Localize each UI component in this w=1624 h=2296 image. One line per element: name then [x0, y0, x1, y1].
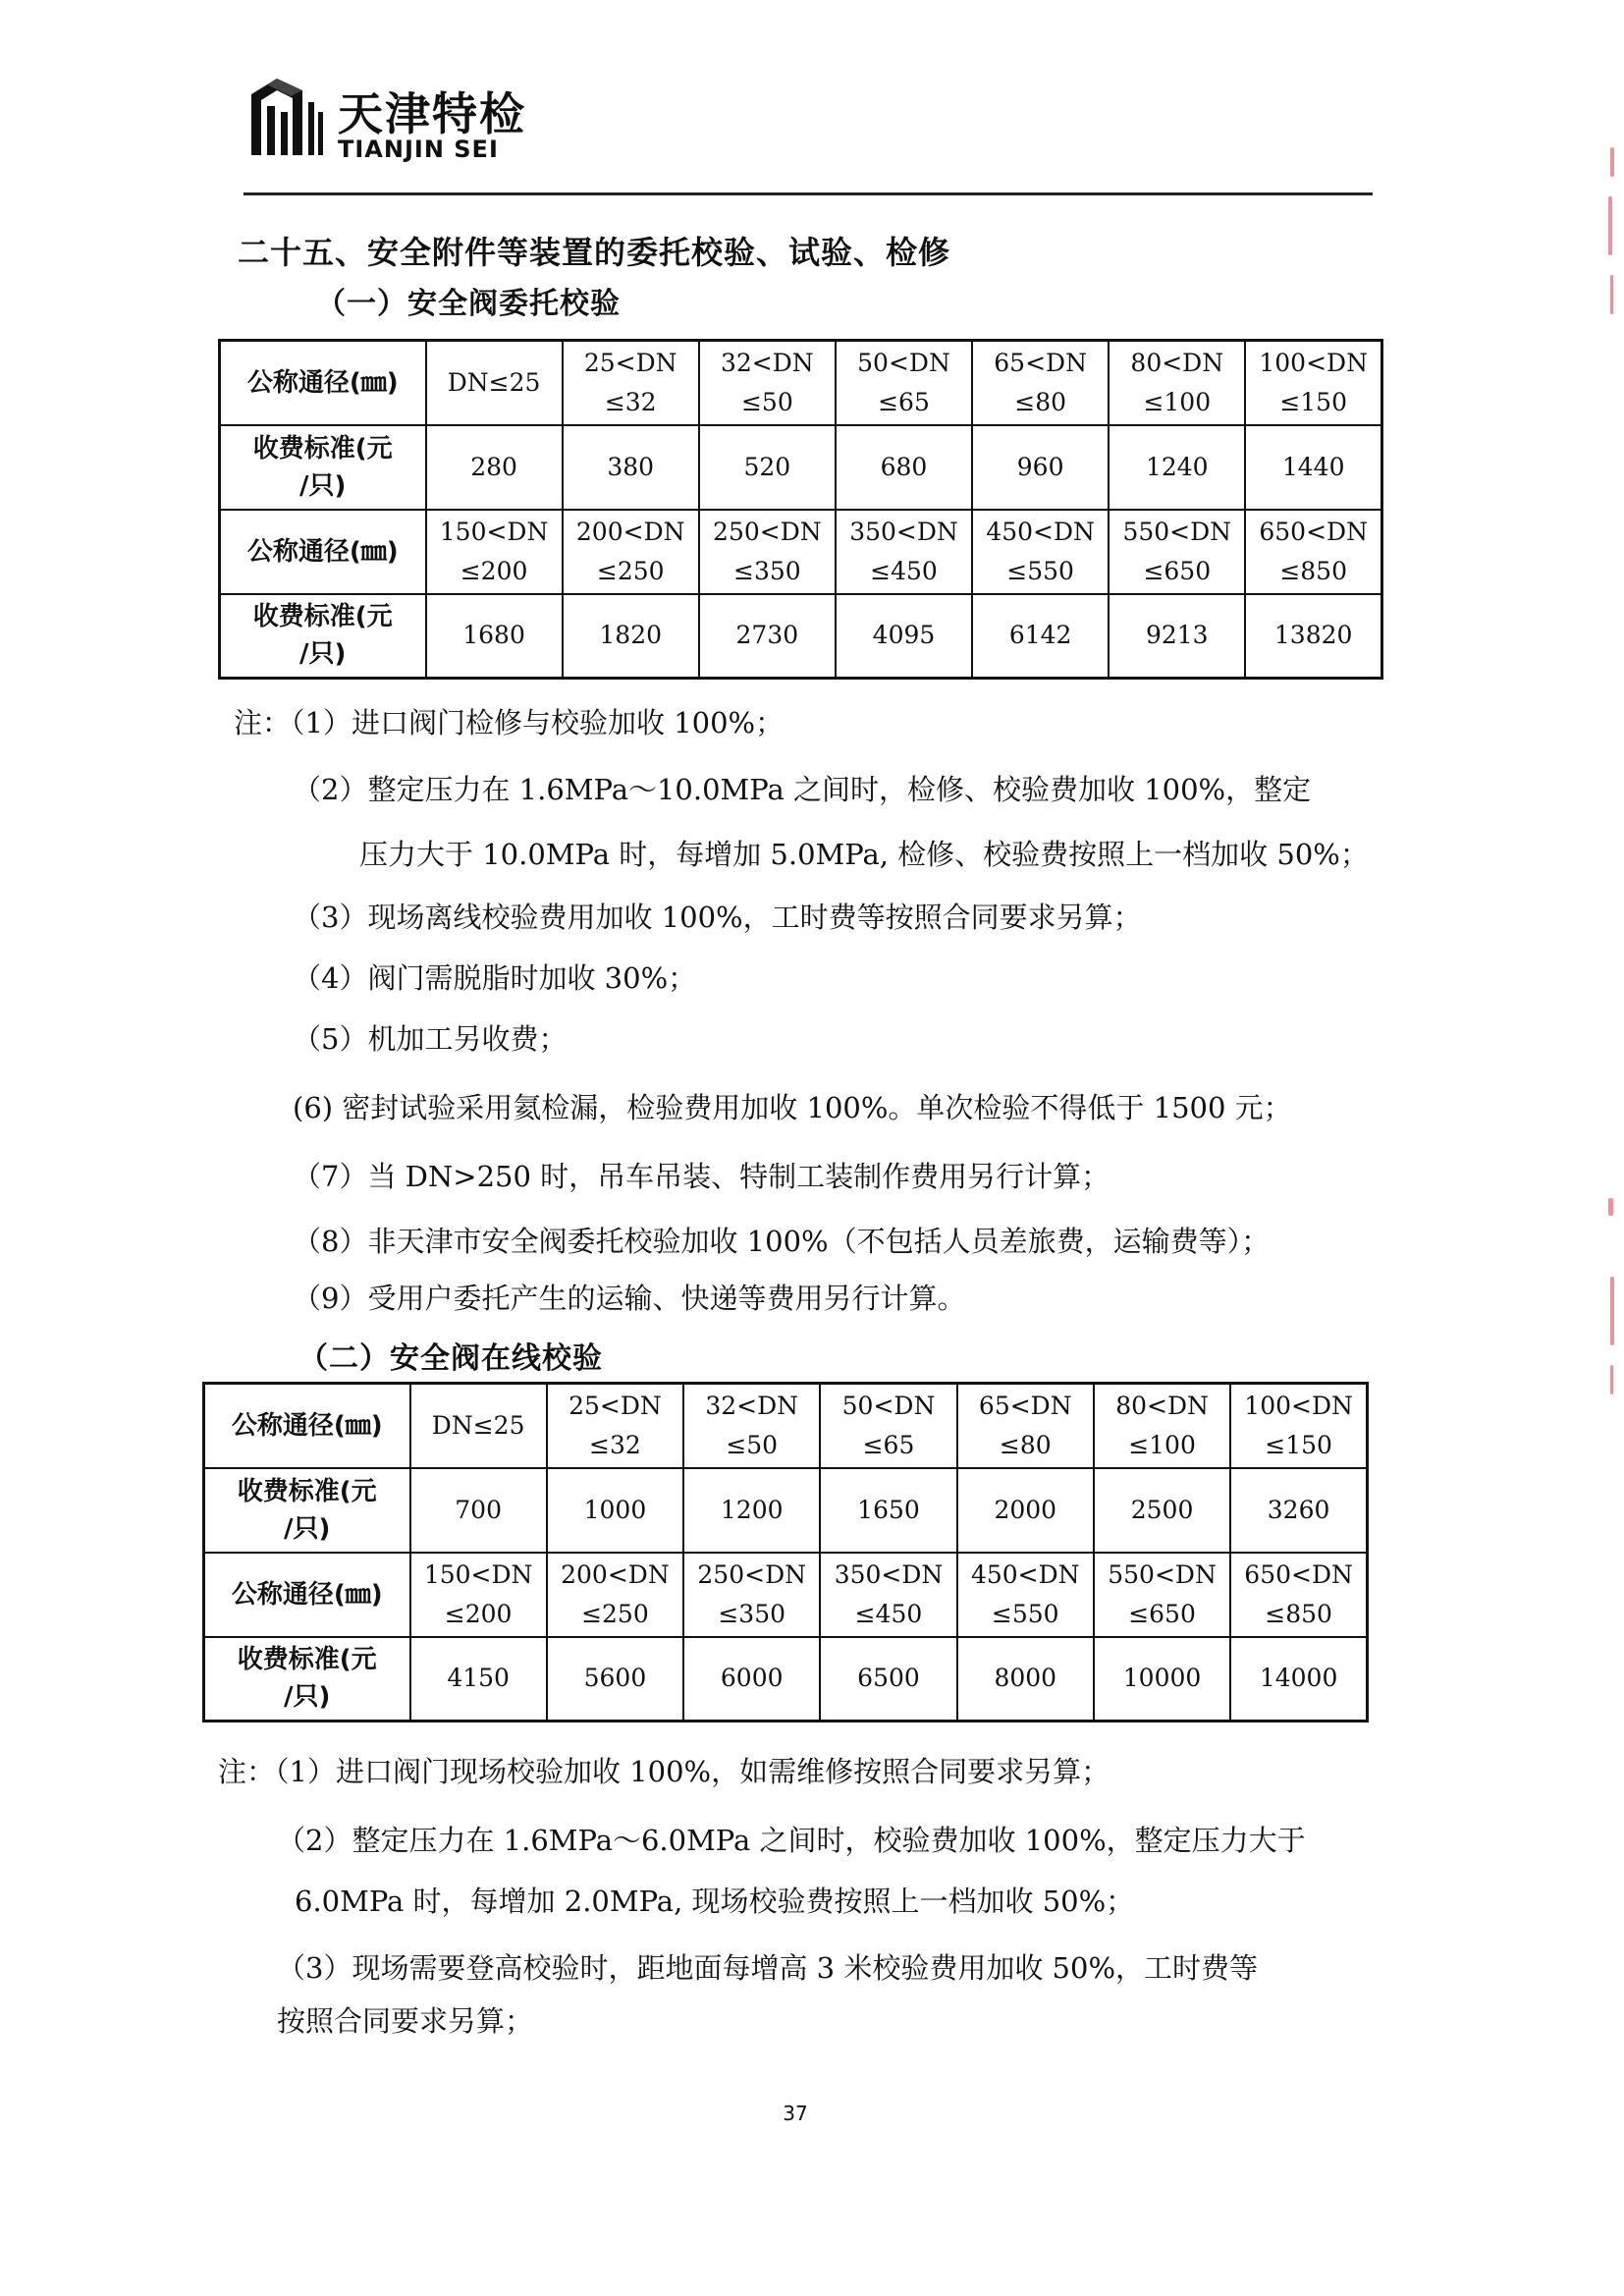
diameter-range-cell — [547, 1384, 683, 1468]
diameter-range-line: ≤50 — [726, 1430, 779, 1459]
diameter-range-cell — [410, 1553, 547, 1637]
diameter-range-cell — [699, 510, 836, 594]
diameter-range-line: ≤450 — [870, 556, 938, 585]
diameter-range-cell — [426, 341, 563, 425]
diameter-range-line: 25<DN — [583, 348, 677, 377]
diameter-range-line: ≤80 — [999, 1430, 1052, 1459]
row-header-line: 收费标准(元 — [252, 602, 393, 632]
fee-value-cell: 8000 — [957, 1637, 1094, 1722]
diameter-range-line: 450<DN — [970, 1559, 1080, 1589]
fee-value-cell: 1240 — [1109, 425, 1245, 510]
page-number: 37 — [783, 2102, 808, 2125]
fee-value-cell: 4150 — [410, 1637, 547, 1722]
note2-line: 注：（1）进口阀门现场校验加收 100%，如需维修按照合同要求另算； — [218, 1755, 1110, 1788]
fee-value-cell: 6000 — [683, 1637, 820, 1722]
diameter-range-cell — [820, 1384, 956, 1468]
diameter-range-cell — [1245, 510, 1381, 594]
logo-chinese-text: 天津特检 — [338, 87, 526, 140]
row-header-fee-standard — [204, 1637, 410, 1722]
diameter-range-line: 350<DN — [849, 517, 958, 546]
diameter-range-cell — [836, 341, 972, 425]
fee-value-cell: 10000 — [1094, 1637, 1230, 1722]
diameter-range-line: ≤850 — [1279, 556, 1347, 585]
diameter-range-line: 350<DN — [834, 1559, 944, 1589]
table-row-diameter — [220, 341, 1382, 425]
diameter-range-line: ≤450 — [854, 1599, 923, 1628]
row-header-line: 收费标准(元 — [237, 1476, 377, 1506]
fee-value-cell: 1440 — [1245, 425, 1381, 510]
diameter-range-cell — [547, 1553, 683, 1637]
diameter-range-line: 200<DN — [561, 1559, 670, 1589]
fee-value-cell: 14000 — [1230, 1637, 1367, 1722]
diameter-range-cell — [699, 341, 836, 425]
fee-value-cell: 1000 — [547, 1468, 683, 1553]
diameter-range-cell — [820, 1553, 956, 1637]
diameter-range-line: 150<DN — [423, 1559, 533, 1589]
table-row-diameter — [204, 1384, 1368, 1468]
scan-mark — [1608, 1198, 1613, 1216]
diameter-range-line: ≤100 — [1143, 387, 1212, 416]
diameter-range-line: 65<DN — [994, 348, 1087, 377]
diameter-range-line: 250<DN — [697, 1559, 806, 1589]
diameter-range-line: ≤200 — [460, 556, 528, 585]
fee-value-cell: 1680 — [426, 594, 563, 679]
diameter-range-line: 550<DN — [1108, 1559, 1217, 1589]
row-header-line: /只) — [299, 639, 347, 670]
diameter-range-cell — [683, 1384, 820, 1468]
row-header-line: /只) — [299, 470, 347, 501]
diameter-range-line: 80<DN — [1130, 348, 1224, 377]
table-row-fee — [220, 425, 1382, 510]
fee-value-cell: 5600 — [547, 1637, 683, 1722]
row-header-line: /只) — [284, 1682, 331, 1713]
scan-mark — [1610, 1277, 1614, 1345]
note1-line: 压力大于 10.0MPa 时，每增加 5.0MPa, 检修、校验费按照上一档加收 50%； — [359, 838, 1369, 871]
note1-line: （2）整定压力在 1.6MPa～10.0MPa 之间时，检修、校验费加收 100%，整定 — [293, 773, 1312, 806]
diameter-range-line: 100<DN — [1244, 1391, 1353, 1420]
fee-value-cell: 3260 — [1230, 1468, 1367, 1553]
row-header-line: 收费标准(元 — [237, 1645, 377, 1675]
row-header-nominal-diameter: 公称通径(㎜) — [204, 1384, 410, 1468]
scan-mark — [1610, 1365, 1613, 1394]
note1-line: （4）阀门需脱脂时加收 30%； — [293, 961, 697, 995]
logo-mark-icon — [247, 73, 328, 161]
note1-line: （9）受用户委托产生的运输、快递等费用另行计算。 — [293, 1282, 966, 1315]
section-title: 二十五、安全附件等装置的委托校验、试验、检修 — [238, 234, 951, 271]
diameter-range-line: ≤80 — [1014, 387, 1067, 416]
diameter-range-cell — [1230, 1384, 1367, 1468]
diameter-range-cell — [1094, 1553, 1230, 1637]
note1-line: 注：（1）进口阀门检修与校验加收 100%； — [234, 706, 785, 739]
scan-mark — [1610, 275, 1613, 314]
row-header-fee-standard — [204, 1468, 410, 1553]
diameter-range-line: 50<DN — [857, 348, 950, 377]
table-row-diameter — [204, 1553, 1368, 1637]
diameter-range-line: ≤65 — [878, 387, 930, 416]
row-header-nominal-diameter: 公称通径(㎜) — [204, 1553, 410, 1637]
row-header-line: 收费标准(元 — [252, 433, 393, 464]
diameter-range-line: ≤32 — [589, 1430, 641, 1459]
diameter-range-line: ≤150 — [1265, 1430, 1332, 1459]
row-header-nominal-diameter: 公称通径(㎜) — [220, 510, 426, 594]
fee-value-cell: 1200 — [683, 1468, 820, 1553]
table-row-fee — [220, 594, 1382, 679]
diameter-range-cell — [563, 510, 699, 594]
diameter-range-cell — [972, 341, 1109, 425]
diameter-range-line: ≤550 — [1006, 556, 1074, 585]
note2-line: （2）整定压力在 1.6MPa～6.0MPa 之间时，校验费加收 100%，整定压力大于 — [277, 1824, 1306, 1857]
diameter-range-cell — [1245, 341, 1381, 425]
diameter-range-line: ≤250 — [596, 556, 665, 585]
diameter-range-line: ≤100 — [1128, 1430, 1196, 1459]
fee-value-cell: 960 — [972, 425, 1109, 510]
diameter-range-cell — [972, 510, 1109, 594]
table-row-fee — [204, 1468, 1368, 1553]
note2-line: （3）现场需要登高校验时，距地面每增高 3 米校验费用加收 50%，工时费等 — [277, 1951, 1259, 1985]
fee-value-cell: 1650 — [820, 1468, 956, 1553]
row-header-line: /只) — [284, 1513, 331, 1544]
fee-value-cell: 380 — [563, 425, 699, 510]
diameter-range-cell — [957, 1553, 1094, 1637]
diameter-range-cell — [563, 341, 699, 425]
diameter-range-line: ≤32 — [604, 387, 657, 416]
diameter-range-line: 65<DN — [978, 1391, 1072, 1420]
table-row-diameter — [220, 510, 1382, 594]
diameter-range-line: 25<DN — [568, 1391, 662, 1420]
note2-line: 6.0MPa 时，每增加 2.0MPa, 现场校验费按照上一档加收 50%； — [295, 1885, 1135, 1918]
diameter-range-line: 150<DN — [439, 517, 549, 546]
diameter-range-cell — [1094, 1384, 1230, 1468]
diameter-range-line: 250<DN — [713, 517, 822, 546]
row-header-fee-standard — [220, 425, 426, 510]
note1-line: （3）现场离线校验费用加收 100%，工时费等按照合同要求另算； — [293, 901, 1142, 934]
scan-mark — [1610, 147, 1614, 177]
diameter-range-line: 32<DN — [705, 1391, 799, 1420]
diameter-range-line: 550<DN — [1122, 517, 1232, 546]
fee-value-cell: 680 — [836, 425, 972, 510]
fee-value-cell: 520 — [699, 425, 836, 510]
diameter-range-line: ≤650 — [1128, 1599, 1196, 1628]
table1-title: （一）安全阀委托校验 — [316, 287, 621, 321]
fee-value-cell: 6500 — [820, 1637, 956, 1722]
diameter-range-line: ≤650 — [1143, 556, 1212, 585]
note1-line: （5）机加工另收费； — [293, 1022, 568, 1056]
note1-line: （8）非天津市安全阀委托校验加收 100%（不包括人员差旅费，运输费等）； — [293, 1225, 1271, 1258]
note1-line: （7）当 DN>250 时，吊车吊装、特制工装制作费用另行计算； — [293, 1160, 1110, 1193]
diameter-range-line: 650<DN — [1244, 1559, 1353, 1589]
diameter-range-line: ≤200 — [444, 1599, 513, 1628]
fee-value-cell: 280 — [426, 425, 563, 510]
fee-value-cell: 1820 — [563, 594, 699, 679]
diameter-range-cell — [1109, 341, 1245, 425]
fee-value-cell: 4095 — [836, 594, 972, 679]
diameter-range-line: ≤350 — [733, 556, 801, 585]
diameter-range-line: 450<DN — [986, 517, 1095, 546]
diameter-range-line: DN≤25 — [447, 367, 541, 397]
diameter-range-cell — [836, 510, 972, 594]
diameter-range-line: ≤250 — [581, 1599, 649, 1628]
table-offline-valve-fees — [218, 339, 1383, 680]
fee-value-cell: 700 — [410, 1468, 547, 1553]
diameter-range-cell — [1230, 1553, 1367, 1637]
diameter-range-line: 650<DN — [1259, 517, 1368, 546]
row-header-fee-standard — [220, 594, 426, 679]
note1-line: (6) 密封试验采用氦检漏，检验费用加收 100%。单次检验不得低于 1500 元； — [293, 1091, 1292, 1124]
diameter-range-line: 200<DN — [575, 517, 685, 546]
diameter-range-cell — [426, 510, 563, 594]
diameter-range-line: 50<DN — [841, 1391, 936, 1420]
header-divider — [244, 192, 1373, 195]
diameter-range-line: ≤150 — [1279, 387, 1347, 416]
diameter-range-line: 80<DN — [1115, 1391, 1209, 1420]
table-row-fee — [204, 1637, 1368, 1722]
diameter-range-cell — [683, 1553, 820, 1637]
diameter-range-line: 32<DN — [721, 348, 814, 377]
diameter-range-line: ≤50 — [740, 387, 793, 416]
note2-line: 按照合同要求另算； — [277, 2004, 534, 2038]
fee-value-cell: 6142 — [972, 594, 1109, 679]
table-online-valve-fees — [202, 1382, 1369, 1722]
diameter-range-line: 100<DN — [1259, 348, 1368, 377]
fee-value-cell: 13820 — [1245, 594, 1381, 679]
diameter-range-line: ≤65 — [862, 1430, 915, 1459]
fee-value-cell: 2000 — [957, 1468, 1094, 1553]
diameter-range-line: ≤550 — [991, 1599, 1059, 1628]
logo-english-text: TIANJIN SEI — [338, 136, 499, 163]
fee-value-cell: 9213 — [1109, 594, 1245, 679]
table2-title: （二）安全阀在线校验 — [298, 1341, 603, 1376]
diameter-range-line: ≤850 — [1265, 1599, 1332, 1628]
fee-value-cell: 2500 — [1094, 1468, 1230, 1553]
company-logo — [247, 69, 542, 167]
diameter-range-cell — [1109, 510, 1245, 594]
diameter-range-line: DN≤25 — [431, 1410, 525, 1440]
row-header-nominal-diameter: 公称通径(㎜) — [220, 341, 426, 425]
diameter-range-cell — [957, 1384, 1094, 1468]
diameter-range-cell — [410, 1384, 547, 1468]
scan-mark — [1608, 196, 1612, 255]
fee-value-cell: 2730 — [699, 594, 836, 679]
diameter-range-line: ≤350 — [718, 1599, 786, 1628]
